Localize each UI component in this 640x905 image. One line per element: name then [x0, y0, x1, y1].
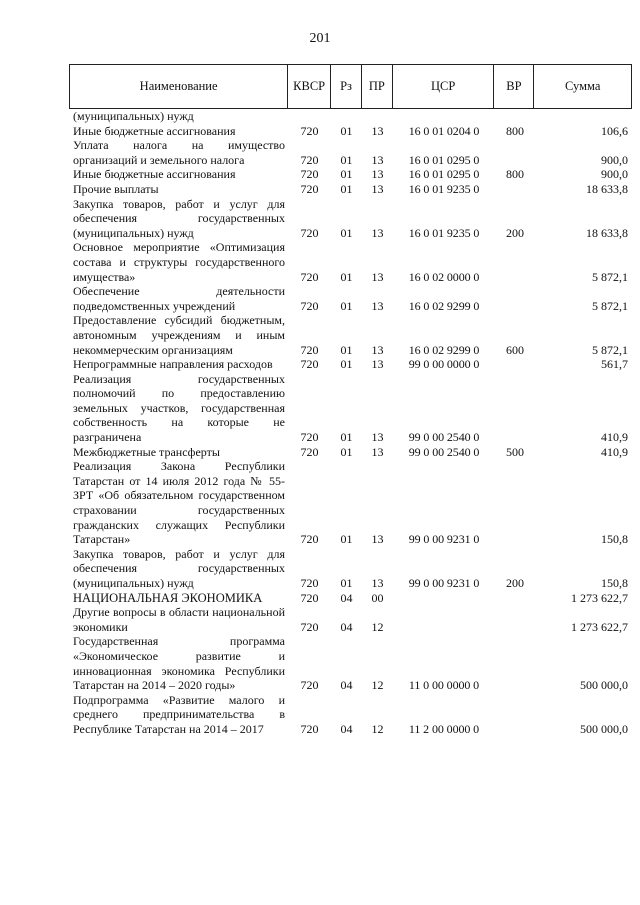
- row-vr-cell: [495, 605, 535, 634]
- row-csr-cell: 99 0 00 0000 0: [408, 357, 480, 372]
- row-csr-cell: [393, 109, 495, 124]
- table-row: [69, 605, 632, 634]
- row-csr-cell: 16 0 01 9235 0: [408, 225, 480, 240]
- row-name-cell: Уплата налога на имущество организаций и земельного налога: [73, 138, 285, 167]
- row-pr-cell: 00: [371, 590, 384, 605]
- row-rz-cell: 01: [340, 357, 353, 372]
- row-sum-cell: 5 872,1: [592, 342, 628, 357]
- row-csr-cell: 11 2 00 0000 0: [408, 721, 480, 736]
- row-name-cell: Государственная программа «Экономическое развитие и инновационная экономика Республики Татарстан на 2014 – 2020 годы»: [73, 634, 285, 693]
- row-vr-cell: [495, 372, 535, 445]
- row-vr-cell: [495, 591, 535, 606]
- table-row: [69, 372, 632, 445]
- table-row: [69, 547, 632, 591]
- table-row: [69, 182, 632, 197]
- row-kvsr-cell: 720: [300, 225, 319, 240]
- row-kvsr-cell: 720: [300, 123, 319, 138]
- row-sum-cell: 500 000,0: [580, 678, 628, 693]
- row-kvsr-cell: 720: [300, 532, 319, 547]
- table-row: [69, 357, 632, 372]
- row-kvsr-cell: 720: [300, 590, 319, 605]
- row-rz-cell: 01: [340, 167, 353, 182]
- row-vr-cell: [495, 634, 535, 692]
- row-csr-cell: 99 0 00 9231 0: [408, 576, 480, 590]
- row-sum-cell: 106,6: [601, 123, 628, 138]
- table-header: [69, 64, 632, 109]
- row-rz-cell: 04: [340, 619, 353, 634]
- row-name-cell: Обеспечение деятельности подведомственных учреждений: [73, 284, 285, 313]
- header-sum: Сумма: [564, 79, 601, 93]
- table-row: [69, 459, 632, 547]
- row-sum-cell: 1 273 622,7: [571, 619, 628, 634]
- row-name-cell: Непрограммные направления расходов: [73, 357, 273, 372]
- row-rz-cell: 04: [340, 590, 353, 605]
- row-vr-cell: 200: [506, 576, 524, 590]
- row-kvsr-cell: 720: [300, 298, 319, 313]
- header-vr: ВР: [494, 65, 534, 108]
- table-row: [69, 138, 632, 167]
- row-rz-cell: 01: [340, 298, 353, 313]
- row-rz-cell: 01: [340, 532, 353, 547]
- row-kvsr-cell: 720: [300, 342, 319, 357]
- row-vr-cell: [495, 459, 535, 547]
- row-kvsr-cell: 720: [300, 181, 319, 196]
- row-sum-cell: 900,0: [601, 167, 628, 182]
- row-csr-cell: 99 0 00 2540 0: [408, 444, 480, 459]
- row-csr-cell: 16 0 01 0204 0: [408, 123, 480, 138]
- row-pr-cell: 13: [371, 576, 384, 590]
- row-csr-cell: 16 0 02 9299 0: [408, 298, 480, 313]
- row-name-cell: Закупка товаров, работ и услуг для обеспечения государственных (муниципальных) нужд: [73, 546, 285, 590]
- row-pr-cell: 13: [371, 444, 384, 459]
- row-csr-cell: 99 0 00 9231 0: [408, 532, 480, 547]
- table-row: [69, 313, 632, 357]
- row-vr-cell: [495, 109, 535, 124]
- table-row: [69, 591, 632, 606]
- header-csr: ЦСР: [393, 65, 495, 108]
- row-pr-cell: 13: [371, 298, 384, 313]
- header-pr: ПР: [362, 65, 393, 108]
- row-rz-cell: 01: [340, 269, 353, 284]
- row-vr-cell: [495, 357, 535, 372]
- table-row: [69, 109, 632, 124]
- row-pr-cell: 13: [371, 225, 384, 240]
- row-kvsr-cell: 720: [300, 576, 319, 590]
- row-name-cell: Закупка товаров, работ и услуг для обеспечения государственных (муниципальных) нужд: [73, 196, 285, 240]
- row-vr-cell: 800: [506, 167, 524, 182]
- row-name-cell: Реализация государственных полномочий по предоставлению земельных участков, государственная собственность на которые не разграничена: [73, 371, 285, 445]
- row-sum-cell: 18 633,8: [586, 225, 628, 240]
- row-vr-cell: [495, 240, 535, 284]
- row-name-cell: Иные бюджетные ассигнования: [73, 123, 236, 138]
- row-name-cell: НАЦИОНАЛЬНАЯ ЭКОНОМИКА: [73, 590, 263, 605]
- row-rz-cell: 04: [340, 678, 353, 693]
- row-pr-cell: 13: [371, 532, 384, 547]
- row-kvsr-cell: 720: [300, 444, 319, 459]
- row-sum-cell: 900,0: [601, 152, 628, 167]
- row-pr-cell: [362, 109, 393, 124]
- row-sum-cell: 561,7: [601, 357, 628, 372]
- row-rz-cell: 01: [340, 444, 353, 459]
- table-body: [69, 109, 632, 737]
- row-rz-cell: 01: [340, 123, 353, 138]
- row-name-cell: Подпрограмма «Развитие малого и среднего предпринимательства в Республике Татарстан на 2014 – 2017: [73, 692, 285, 736]
- row-pr-cell: 13: [371, 342, 384, 357]
- row-name-cell: Основное мероприятие «Оптимизация состава и структуры государственного имущества»: [73, 240, 285, 284]
- row-rz-cell: 01: [340, 152, 353, 167]
- header-name: Наименование: [70, 65, 288, 108]
- table-row: [69, 693, 632, 737]
- row-kvsr-cell: 720: [300, 167, 319, 182]
- row-rz-cell: 01: [340, 225, 353, 240]
- row-kvsr-cell: 720: [300, 269, 319, 284]
- table-row: [69, 445, 632, 460]
- row-vr-cell: [495, 693, 535, 737]
- row-vr-cell: 800: [506, 123, 524, 138]
- row-pr-cell: 13: [371, 152, 384, 167]
- row-rz-cell: 04: [340, 721, 353, 736]
- row-sum-cell: 5 872,1: [592, 269, 628, 284]
- row-vr-cell: 600: [506, 342, 524, 357]
- table-row: [69, 284, 632, 313]
- row-kvsr-cell: 720: [300, 721, 319, 736]
- table-row: [69, 167, 632, 182]
- row-csr-cell: 99 0 00 2540 0: [408, 430, 480, 445]
- row-sum-cell: 410,9: [601, 430, 628, 445]
- header-kvsr: КВСР: [288, 65, 331, 108]
- row-sum-cell: 150,8: [601, 532, 628, 547]
- row-name-cell: Межбюджетные трансферты: [73, 444, 220, 459]
- row-sum-cell: 18 633,8: [586, 181, 628, 196]
- row-rz-cell: 01: [340, 430, 353, 445]
- row-csr-cell: 16 0 02 0000 0: [408, 269, 480, 284]
- row-sum-cell: [535, 109, 632, 124]
- table-row: [69, 124, 632, 139]
- row-pr-cell: 12: [371, 721, 384, 736]
- row-csr-cell: 11 0 00 0000 0: [408, 678, 480, 693]
- row-kvsr-cell: 720: [300, 619, 319, 634]
- row-sum-cell: 500 000,0: [580, 721, 628, 736]
- row-vr-cell: 500: [506, 444, 524, 459]
- row-name-cell: Иные бюджетные ассигнования: [73, 167, 236, 182]
- row-kvsr-cell: 720: [300, 430, 319, 445]
- row-pr-cell: 13: [371, 269, 384, 284]
- row-pr-cell: 13: [371, 357, 384, 372]
- row-name-cell: Другие вопросы в области национальной экономики: [73, 605, 285, 634]
- row-sum-cell: 410,9: [601, 444, 628, 459]
- row-kvsr-cell: 720: [300, 152, 319, 167]
- row-rz-cell: 01: [340, 576, 353, 590]
- row-vr-cell: [495, 182, 535, 197]
- row-sum-cell: 1 273 622,7: [571, 590, 628, 605]
- table-row: [69, 240, 632, 284]
- row-pr-cell: 13: [371, 430, 384, 445]
- row-rz-cell: 01: [340, 342, 353, 357]
- table-row: [69, 197, 632, 241]
- row-name-cell: Предоставление субсидий бюджетным, автономным учреждениям и иным некоммерческим организациям: [73, 313, 285, 357]
- row-name-cell: Прочие выплаты: [73, 181, 159, 196]
- row-csr-cell: 16 0 01 0295 0: [408, 152, 480, 167]
- row-name-cell: Реализация Закона Республики Татарстан от 14 июля 2012 года № 55-ЗРТ «Об обязательном государственном страховании государственных гражданских служащих Республики Татарстан»: [73, 459, 285, 547]
- row-csr-cell: [393, 605, 495, 634]
- row-sum-cell: 150,8: [601, 576, 628, 590]
- page-number: 201: [309, 31, 331, 46]
- row-pr-cell: 12: [371, 678, 384, 693]
- row-pr-cell: 12: [371, 619, 384, 634]
- row-csr-cell: [393, 591, 495, 606]
- row-kvsr-cell: 720: [300, 357, 319, 372]
- row-csr-cell: 16 0 01 9235 0: [408, 181, 480, 196]
- row-vr-cell: [495, 138, 535, 167]
- row-rz-cell: [331, 109, 362, 124]
- table-row: [69, 634, 632, 692]
- row-name-cell: (муниципальных) нужд: [73, 109, 194, 123]
- row-pr-cell: 13: [371, 123, 384, 138]
- row-vr-cell: 200: [506, 225, 524, 240]
- row-pr-cell: 13: [371, 167, 384, 182]
- row-vr-cell: [495, 284, 535, 313]
- row-rz-cell: 01: [340, 181, 353, 196]
- header-rz: Рз: [331, 65, 362, 108]
- row-pr-cell: 13: [371, 181, 384, 196]
- row-csr-cell: 16 0 01 0295 0: [408, 167, 480, 182]
- row-csr-cell: 16 0 02 9299 0: [408, 342, 480, 357]
- row-kvsr-cell: [288, 109, 331, 124]
- row-kvsr-cell: 720: [300, 678, 319, 693]
- row-sum-cell: 5 872,1: [592, 298, 628, 313]
